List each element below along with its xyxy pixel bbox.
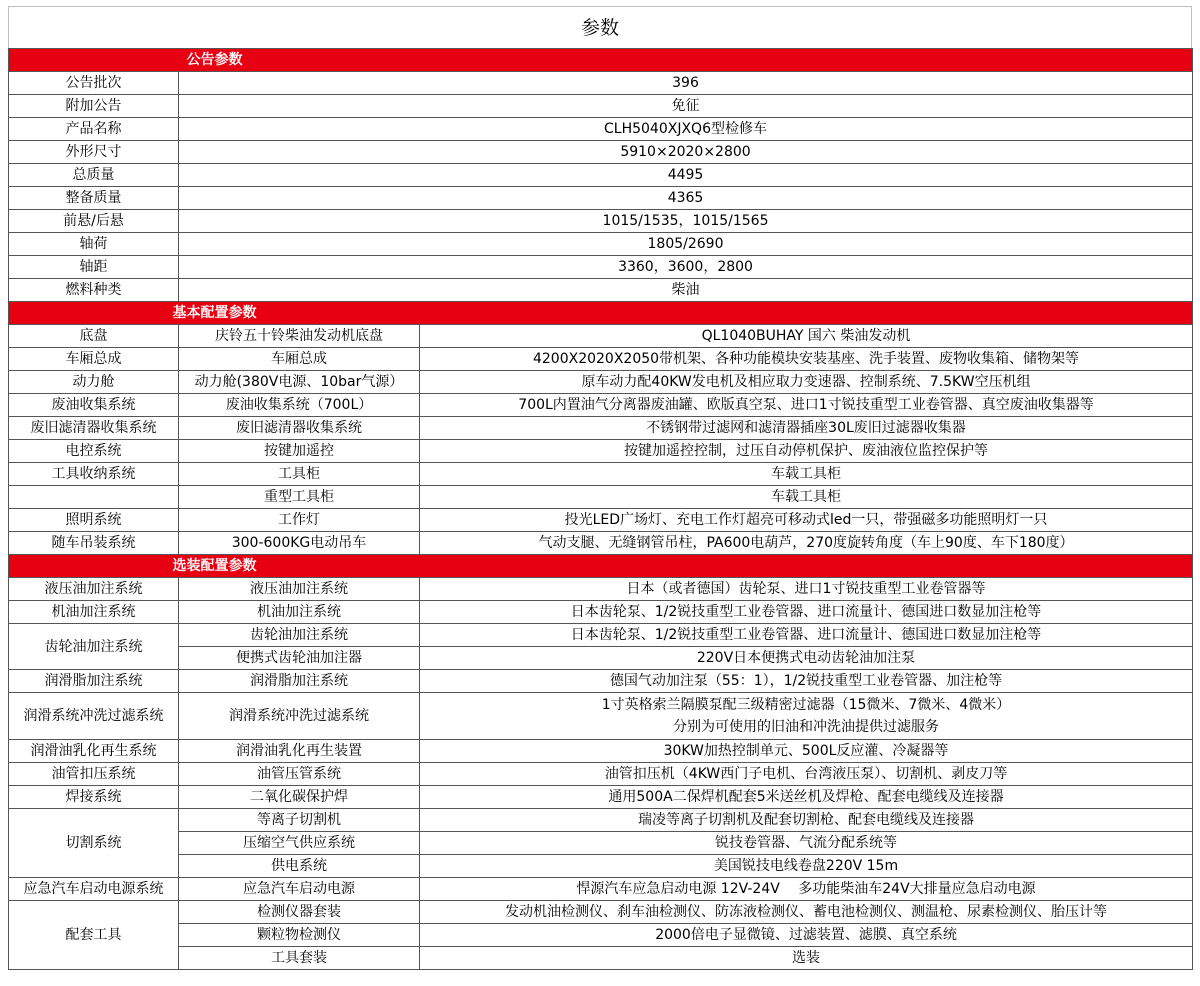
param-value: CLH5040XJXQ6型检修车 xyxy=(179,118,1193,141)
config-item: 机油加注系统 xyxy=(179,601,420,624)
table-row xyxy=(9,256,1193,279)
config-value-line: 1寸英格索兰隔膜泵配三级精密过滤器（15微米、7微米、4微米） xyxy=(601,697,1011,713)
table-row xyxy=(9,509,1193,532)
config-category: 应急汽车启动电源系统 xyxy=(9,878,179,901)
table-row xyxy=(9,670,1193,693)
config-item: 工具柜 xyxy=(179,463,420,486)
config-category: 润滑脂加注系统 xyxy=(9,670,179,693)
config-category: 润滑油乳化再生系统 xyxy=(9,740,179,763)
config-value: 按键加遥控控制，过压自动停机保护、废油液位监控保护等 xyxy=(420,440,1193,463)
param-name: 轴距 xyxy=(9,256,179,279)
config-category: 油管扣压系统 xyxy=(9,763,179,786)
config-value: 瑞凌等离子切割机及配套切割枪、配套电缆线及连接器 xyxy=(420,809,1193,832)
config-value: 不锈钢带过滤网和滤清器插座30L废旧过滤器收集器 xyxy=(420,417,1193,440)
config-item: 压缩空气供应系统 xyxy=(179,832,420,855)
table-row xyxy=(9,325,1193,348)
config-value: 原车动力配40KW发电机及相应取力变速器、控制系统、7.5KW空压机组 xyxy=(420,371,1193,394)
config-value: 锐技卷管器、气流分配系统等 xyxy=(420,832,1193,855)
table-row xyxy=(9,233,1193,256)
config-item: 按键加遥控 xyxy=(179,440,420,463)
config-value: 700L内置油气分离器废油罐、欧版真空泵、进口1寸锐技重型工业卷管器、真空废油收集器等 xyxy=(420,394,1193,417)
config-item: 检测仪器套装 xyxy=(179,901,420,924)
table-row xyxy=(9,763,1193,786)
config-value: 日本齿轮泵、1/2锐技重型工业卷管器、进口流量计、德国进口数显加注枪等 xyxy=(420,601,1193,624)
config-category: 机油加注系统 xyxy=(9,601,179,624)
table-row xyxy=(9,924,1193,947)
param-name: 总质量 xyxy=(9,164,179,187)
config-item: 动力舱(380V电源、10bar气源） xyxy=(179,371,420,394)
table-row xyxy=(9,417,1193,440)
section-header-optional xyxy=(9,555,1193,578)
param-value: 4365 xyxy=(179,187,1193,210)
config-value: 30KW加热控制单元、500L反应灌、冷凝器等 xyxy=(420,740,1193,763)
config-value: 车载工具柜 xyxy=(420,486,1193,509)
table-row xyxy=(9,118,1193,141)
config-category: 底盘 xyxy=(9,325,179,348)
config-value: 投光LED广场灯、充电工作灯超亮可移动式led一只，带强磁多功能照明灯一只 xyxy=(420,509,1193,532)
config-item: 庆铃五十铃柴油发动机底盘 xyxy=(179,325,420,348)
config-item: 车厢总成 xyxy=(179,348,420,371)
table-row xyxy=(9,832,1193,855)
config-item: 应急汽车启动电源 xyxy=(179,878,420,901)
config-item: 废旧滤清器收集系统 xyxy=(179,417,420,440)
config-item: 润滑系统冲洗过滤系统 xyxy=(179,693,420,740)
table-row xyxy=(9,532,1193,555)
config-value: 2000倍电子显微镜、过滤装置、滤膜、真空系统 xyxy=(420,924,1193,947)
config-category: 齿轮油加注系统 xyxy=(9,624,179,670)
config-category: 废旧滤清器收集系统 xyxy=(9,417,179,440)
config-value-line: 分别为可使用的旧油和冲洗油提供过滤服务 xyxy=(673,719,939,735)
table-row xyxy=(9,279,1193,302)
config-value: 油管扣压机（4KW西门子电机、台湾液压泵）、切割机、剥皮刀等 xyxy=(420,763,1193,786)
table-row xyxy=(9,141,1193,164)
table-row xyxy=(9,164,1193,187)
config-value: 通用500A二保焊机配套5米送丝机及焊枪、配套电缆线及连接器 xyxy=(420,786,1193,809)
config-item: 油管压管系统 xyxy=(179,763,420,786)
config-category: 车厢总成 xyxy=(9,348,179,371)
table-row xyxy=(9,394,1193,417)
config-item: 便携式齿轮油加注器 xyxy=(179,647,420,670)
config-item: 二氧化碳保护焊 xyxy=(179,786,420,809)
config-item: 重型工具柜 xyxy=(179,486,420,509)
config-value: 悍源汽车应急启动电源 12V-24V 多功能柴油车24V大排量应急启动电源 xyxy=(420,878,1193,901)
config-category: 电控系统 xyxy=(9,440,179,463)
config-value: 气动支腿、无缝钢管吊柱，PA600电葫芦，270度旋转角度（车上90度、车下180度） xyxy=(420,532,1193,555)
spec-table xyxy=(8,48,1193,970)
param-value: 1015/1535，1015/1565 xyxy=(179,210,1193,233)
table-row xyxy=(9,947,1193,970)
config-value: 美国锐技电线卷盘220V 15m xyxy=(420,855,1193,878)
param-value: 4495 xyxy=(179,164,1193,187)
table-row xyxy=(9,187,1193,210)
config-value: 选装 xyxy=(420,947,1193,970)
table-row xyxy=(9,809,1193,832)
param-name: 轴荷 xyxy=(9,233,179,256)
param-name: 公告批次 xyxy=(9,72,179,95)
config-category: 废油收集系统 xyxy=(9,394,179,417)
param-value: 免征 xyxy=(179,95,1193,118)
table-row xyxy=(9,601,1193,624)
param-name: 燃料种类 xyxy=(9,279,179,302)
config-value: QL1040BUHAY 国六 柴油发动机 xyxy=(420,325,1193,348)
config-category: 照明系统 xyxy=(9,509,179,532)
table-row xyxy=(9,486,1193,509)
config-value: 发动机油检测仪、刹车油检测仪、防冻液检测仪、蓄电池检测仪、测温枪、尿素检测仪、胎压计等 xyxy=(420,901,1193,924)
table-row xyxy=(9,901,1193,924)
config-category: 随车吊装系统 xyxy=(9,532,179,555)
section-header-announcement xyxy=(9,49,1193,72)
config-value: 德国气动加注泵（55：1），1/2锐技重型工业卷管器、加注枪等 xyxy=(420,670,1193,693)
table-row xyxy=(9,693,1193,740)
config-item: 工具套装 xyxy=(179,947,420,970)
param-value: 396 xyxy=(179,72,1193,95)
table-row xyxy=(9,371,1193,394)
config-item: 工作灯 xyxy=(179,509,420,532)
config-item: 300-600KG电动吊车 xyxy=(179,532,420,555)
config-value: 220V日本便携式电动齿轮油加注泵 xyxy=(420,647,1193,670)
table-row xyxy=(9,578,1193,601)
config-value: 日本（或者德国）齿轮泵、进口1寸锐技重型工业卷管器等 xyxy=(420,578,1193,601)
config-category: 动力舱 xyxy=(9,371,179,394)
config-item: 齿轮油加注系统 xyxy=(179,624,420,647)
table-row xyxy=(9,72,1193,95)
table-row xyxy=(9,95,1193,118)
table-row xyxy=(9,878,1193,901)
param-name: 附加公告 xyxy=(9,95,179,118)
page-title: 参数 xyxy=(8,6,1192,48)
config-value xyxy=(420,693,1193,740)
table-row xyxy=(9,348,1193,371)
section-header-basic xyxy=(9,302,1193,325)
config-item: 颗粒物检测仪 xyxy=(179,924,420,947)
config-value: 4200X2020X2050带机架、各种功能模块安装基座、洗手装置、废物收集箱、储物架等 xyxy=(420,348,1193,371)
param-value: 5910×2020×2800 xyxy=(179,141,1193,164)
config-value: 日本齿轮泵、1/2锐技重型工业卷管器、进口流量计、德国进口数显加注枪等 xyxy=(420,624,1193,647)
config-category xyxy=(9,486,179,509)
config-item: 润滑油乳化再生装置 xyxy=(179,740,420,763)
section-label: 公告参数 xyxy=(186,52,243,68)
param-name: 产品名称 xyxy=(9,118,179,141)
param-value: 柴油 xyxy=(179,279,1193,302)
config-item: 液压油加注系统 xyxy=(179,578,420,601)
config-category: 焊接系统 xyxy=(9,786,179,809)
config-item: 等离子切割机 xyxy=(179,809,420,832)
table-row xyxy=(9,740,1193,763)
param-value: 3360，3600，2800 xyxy=(179,256,1193,279)
param-name: 外形尺寸 xyxy=(9,141,179,164)
config-item: 润滑脂加注系统 xyxy=(179,670,420,693)
param-value: 1805/2690 xyxy=(179,233,1193,256)
config-category: 切割系统 xyxy=(9,809,179,878)
config-item: 供电系统 xyxy=(179,855,420,878)
section-label: 选装配置参数 xyxy=(172,558,257,574)
table-row xyxy=(9,855,1193,878)
table-row xyxy=(9,624,1193,647)
config-item: 废油收集系统（700L） xyxy=(179,394,420,417)
table-row xyxy=(9,647,1193,670)
config-value: 车载工具柜 xyxy=(420,463,1193,486)
config-category: 工具收纳系统 xyxy=(9,463,179,486)
config-category: 液压油加注系统 xyxy=(9,578,179,601)
table-row xyxy=(9,463,1193,486)
config-category: 配套工具 xyxy=(9,901,179,970)
spec-sheet xyxy=(8,6,1192,970)
table-row xyxy=(9,786,1193,809)
table-row xyxy=(9,440,1193,463)
config-category: 润滑系统冲洗过滤系统 xyxy=(9,693,179,740)
param-name: 前悬/后悬 xyxy=(9,210,179,233)
table-row xyxy=(9,210,1193,233)
section-label: 基本配置参数 xyxy=(172,305,257,321)
param-name: 整备质量 xyxy=(9,187,179,210)
